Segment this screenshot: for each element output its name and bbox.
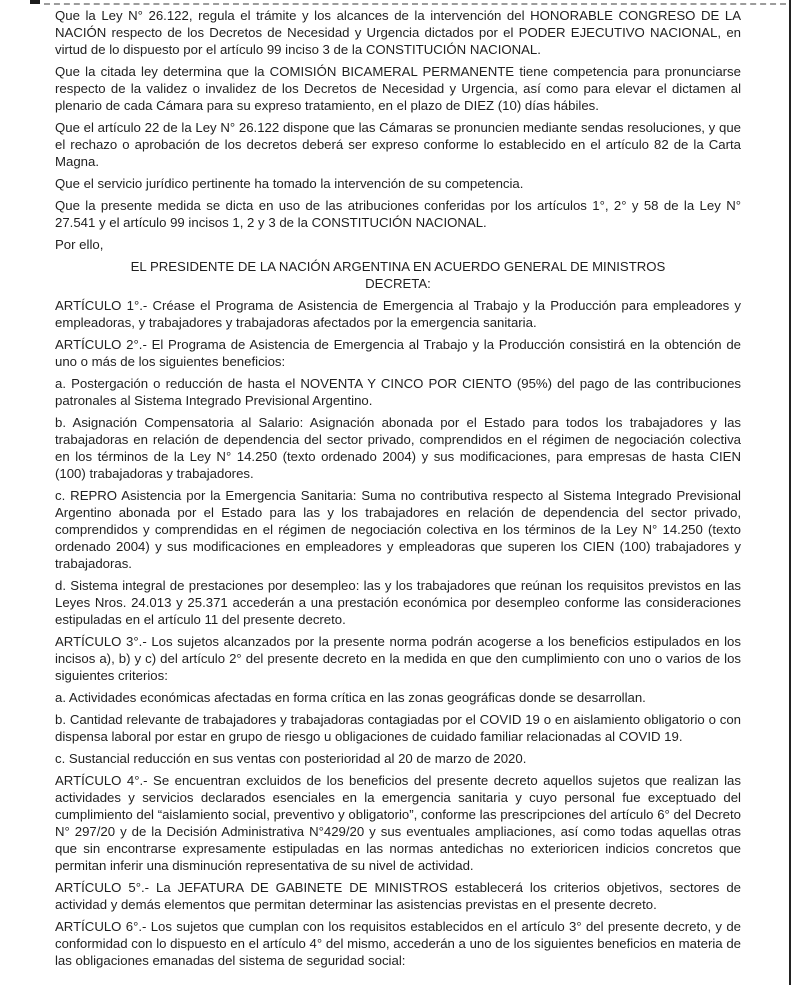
scan-artifact-mark [30,0,40,4]
articulo-3-item-b: b. Cantidad relevante de trabajadores y trabajadoras contagiadas por el COVID 19 o en aislamiento obligatorio o con dispensa laboral por estar en grupo de riesgo u obligaciones de cuidado familiar relacionadas al COVID 19. [55,712,741,744]
recital-atribuciones-paragraph: Que la presente medida se dicta en uso de las atribuciones conferidas por los artículos 1°, 2° y 58 de la Ley N° 27.541 y el artículo 99 incisos 1, 2 y 3 de la CONSTITUCIÓN NACIONAL. [55,198,741,230]
scan-artifact-right-edge-line [789,0,791,985]
recital-comision-bicameral-paragraph: Que la citada ley determina que la COMISIÓN BICAMERAL PERMANENTE tiene competencia para pronunciarse respecto de la validez o invalidez de los Decretos de Necesidad y Urgencia, así como para elevar el dictamen al plenario de cada Cámara para su expreso tratamiento, en el plazo de DIEZ (10) días hábiles. [55,64,741,113]
articulo-5-paragraph: ARTÍCULO 5°.- La JEFATURA DE GABINETE DE MINISTROS establecerá los criterios objetivos, sectores de actividad y demás elementos que permitan determinar las asistencias previstas en el presente decreto. [55,880,741,912]
heading-decreta-line: DECRETA: [365,276,431,291]
articulo-4-paragraph: ARTÍCULO 4°.- Se encuentran excluidos de los beneficios del presente decreto aquellos sujetos que realizan las actividades y servicios declarados esenciales en la emergencia sanitaria y cuyo personal fue exceptuado del cumplimiento del “aislamiento social, preventivo y obligatorio”, conforme las prescripciones del artículo 6° del Decreto N° 297/20 y de la Decisión Administrativa N°429/20 y sus eventuales ampliaciones, así como todas aquellas otras que sin encontrarse expresamente estipuladas en las normas antedichas no exterioricen indicios concretos que permitan inferir una disminución representativa de su nivel de actividad. [55,773,741,873]
articulo-3-item-a: a. Actividades económicas afectadas en forma crítica en las zonas geográficas donde se desarrollan. [55,690,646,705]
recital-ley-26122-paragraph: Que la Ley N° 26.122, regula el trámite y los alcances de la intervención del HONORABLE CONGRESO DE LA NACIÓN respecto de los Decretos de Necesidad y Urgencia dictados por el PODER EJECUTIVO NACIONAL, en virtud de lo dispuesto por el artículo 99 inciso 3 de la CONSTITUCIÓN NACIONAL. [55,8,741,57]
articulo-2-paragraph: ARTÍCULO 2°.- El Programa de Asistencia de Emergencia al Trabajo y la Producción consistirá en la obtención de uno o más de los siguientes beneficios: [55,337,741,369]
heading-presidente-line: EL PRESIDENTE DE LA NACIÓN ARGENTINA EN ACUERDO GENERAL DE MINISTROS [130,259,666,274]
articulo-2-item-b: b. Asignación Compensatoria al Salario: Asignación abonada por el Estado para todos los trabajadores y las trabajadoras en relación de dependencia del sector privado, comprendidos en el régimen de negociación colectiva en los términos de la Ley N° 14.250 (texto ordenado 2004) y sus modificaciones, para empresas de hasta CIEN (100) trabajadoras y trabajadores. [55,415,741,481]
document-body [55,7,741,974]
articulo-3-paragraph: ARTÍCULO 3°.- Los sujetos alcanzados por la presente norma podrán acogerse a los beneficios estipulados en los incisos a), b) y c) del artículo 2° del presente decreto en la medida en que den cumplimiento con uno o varios de los siguientes criterios: [55,634,741,683]
articulo-3-item-c: c. Sustancial reducción en sus ventas con posterioridad al 20 de marzo de 2020. [55,751,527,766]
scan-artifact-top-line [44,3,786,5]
articulo-2-item-d: d. Sistema integral de prestaciones por desempleo: las y los trabajadores que reúnan los requisitos previstos en las Leyes Nros. 24.013 y 25.371 accederán a una prestación económica por desempleo conforme las consideraciones estipuladas en el artículo 11 del presente decreto. [55,578,741,627]
recital-servicio-juridico-paragraph: Que el servicio jurídico pertinente ha tomado la intervención de su competencia. [55,176,524,191]
articulo-2-item-a: a. Postergación o reducción de hasta el NOVENTA Y CINCO POR CIENTO (95%) del pago de las contribuciones patronales al Sistema Integrado Previsional Argentino. [55,376,741,408]
articulo-2-item-c: c. REPRO Asistencia por la Emergencia Sanitaria: Suma no contributiva respecto al Sistema Integrado Previsional Argentino abonada por el Estado para las y los trabajadores en relación de dependencia del sector privado, comprendidos y comprendidas en el régimen de negociación colectiva en los términos de la Ley N° 14.250 (texto ordenado 2004) y sus modificaciones en empleadores y empleadoras que superen los CIEN (100) trabajadores y trabajadoras. [55,488,741,571]
recital-articulo-22-paragraph: Que el artículo 22 de la Ley N° 26.122 dispone que las Cámaras se pronuncien mediante sendas resoluciones, y que el rechazo o aprobación de los decretos deberá ser expreso conforme lo establecido en el artículo 82 de la Carta Magna. [55,120,741,169]
articulo-6-paragraph: ARTÍCULO 6°.- Los sujetos que cumplan con los requisitos establecidos en el artículo 3° del presente decreto, y de conformidad con lo dispuesto en el artículo 4° del mismo, accederán a uno de los siguientes beneficios en materia de las obligaciones emanadas del sistema de seguridad social: [55,919,741,968]
articulo-1-paragraph: ARTÍCULO 1°.- Créase el Programa de Asistencia de Emergencia al Trabajo y la Producción para empleadores y empleadoras, y trabajadores y trabajadoras afectados por la emergencia sanitaria. [55,298,741,330]
por-ello-paragraph: Por ello, [55,237,104,252]
